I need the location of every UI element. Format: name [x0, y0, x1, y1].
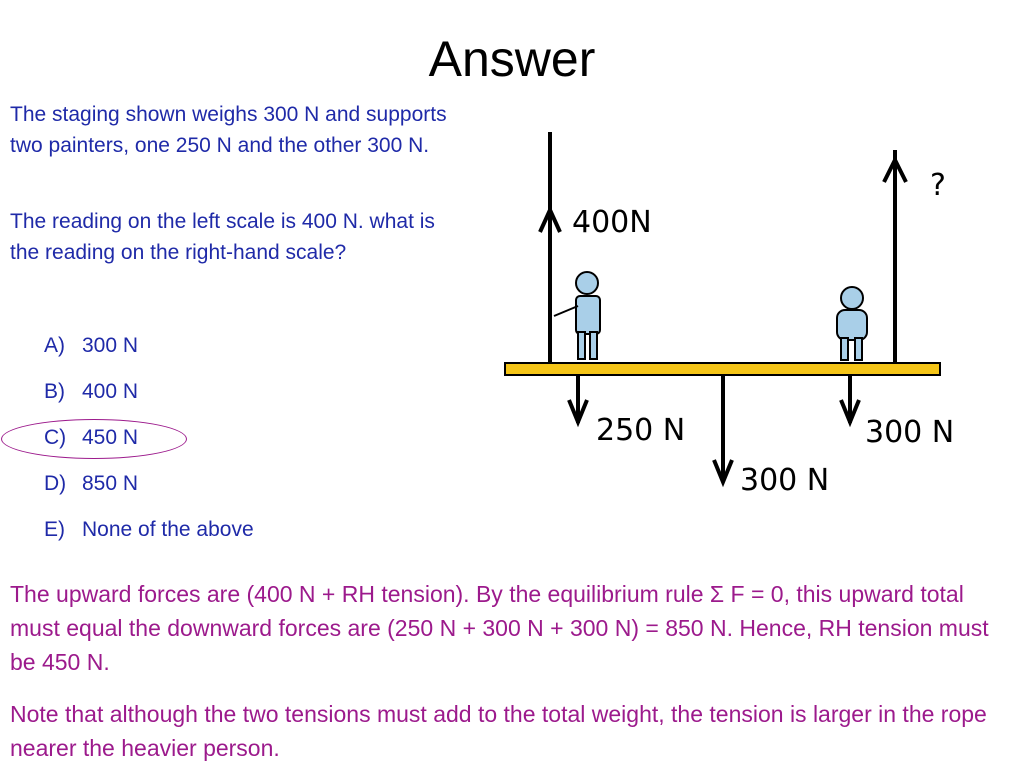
option-c-letter: C)	[44, 426, 67, 449]
slide-title: Answer	[428, 31, 596, 87]
explanation-text-1: The upward forces are (400 N + RH tension). By the equilibrium rule Σ F = 0, this upward total must equal the downward forces are (250 N + 300 N + 300 N) = 850 N. Hence, RH tension must be 450 N.	[10, 581, 989, 675]
painter-1-weight-label: 250 N	[596, 413, 686, 448]
option-a	[44, 333, 138, 359]
option-d-letter: D)	[44, 472, 67, 495]
staging-weight-label: 300 N	[740, 463, 830, 498]
staging-force-diagram	[490, 120, 960, 510]
option-e	[44, 517, 254, 543]
left-tension-label: 400N	[572, 205, 652, 240]
painter-1-figure	[554, 272, 600, 359]
option-b-letter: B)	[44, 380, 65, 403]
explanation-text-2: Note that although the two tensions must add to the total weight, the tension is larger in the rope nearer the heavier person.	[10, 701, 987, 761]
selected-answer-circle	[1, 419, 187, 459]
right-tension-label: ?	[930, 168, 946, 203]
option-a-text: 300 N	[82, 334, 139, 357]
question-text-2: The reading on the left scale is 400 N. what is the reading on the right-hand scale?	[10, 210, 435, 264]
option-d	[44, 471, 138, 497]
option-e-letter: E)	[44, 518, 65, 541]
option-e-text: None of the above	[82, 518, 254, 541]
option-d-text: 850 N	[82, 472, 139, 495]
question-text-1: The staging shown weighs 300 N and supports two painters, one 250 N and the other 300 N.	[10, 103, 447, 157]
option-b	[44, 379, 138, 405]
option-b-text: 400 N	[82, 380, 139, 403]
option-c-text: 450 N	[82, 426, 139, 449]
option-a-letter: A)	[44, 334, 65, 357]
painter-2-weight-label: 300 N	[865, 415, 955, 450]
painter-2-figure	[837, 287, 867, 360]
staging-plank	[505, 363, 940, 375]
